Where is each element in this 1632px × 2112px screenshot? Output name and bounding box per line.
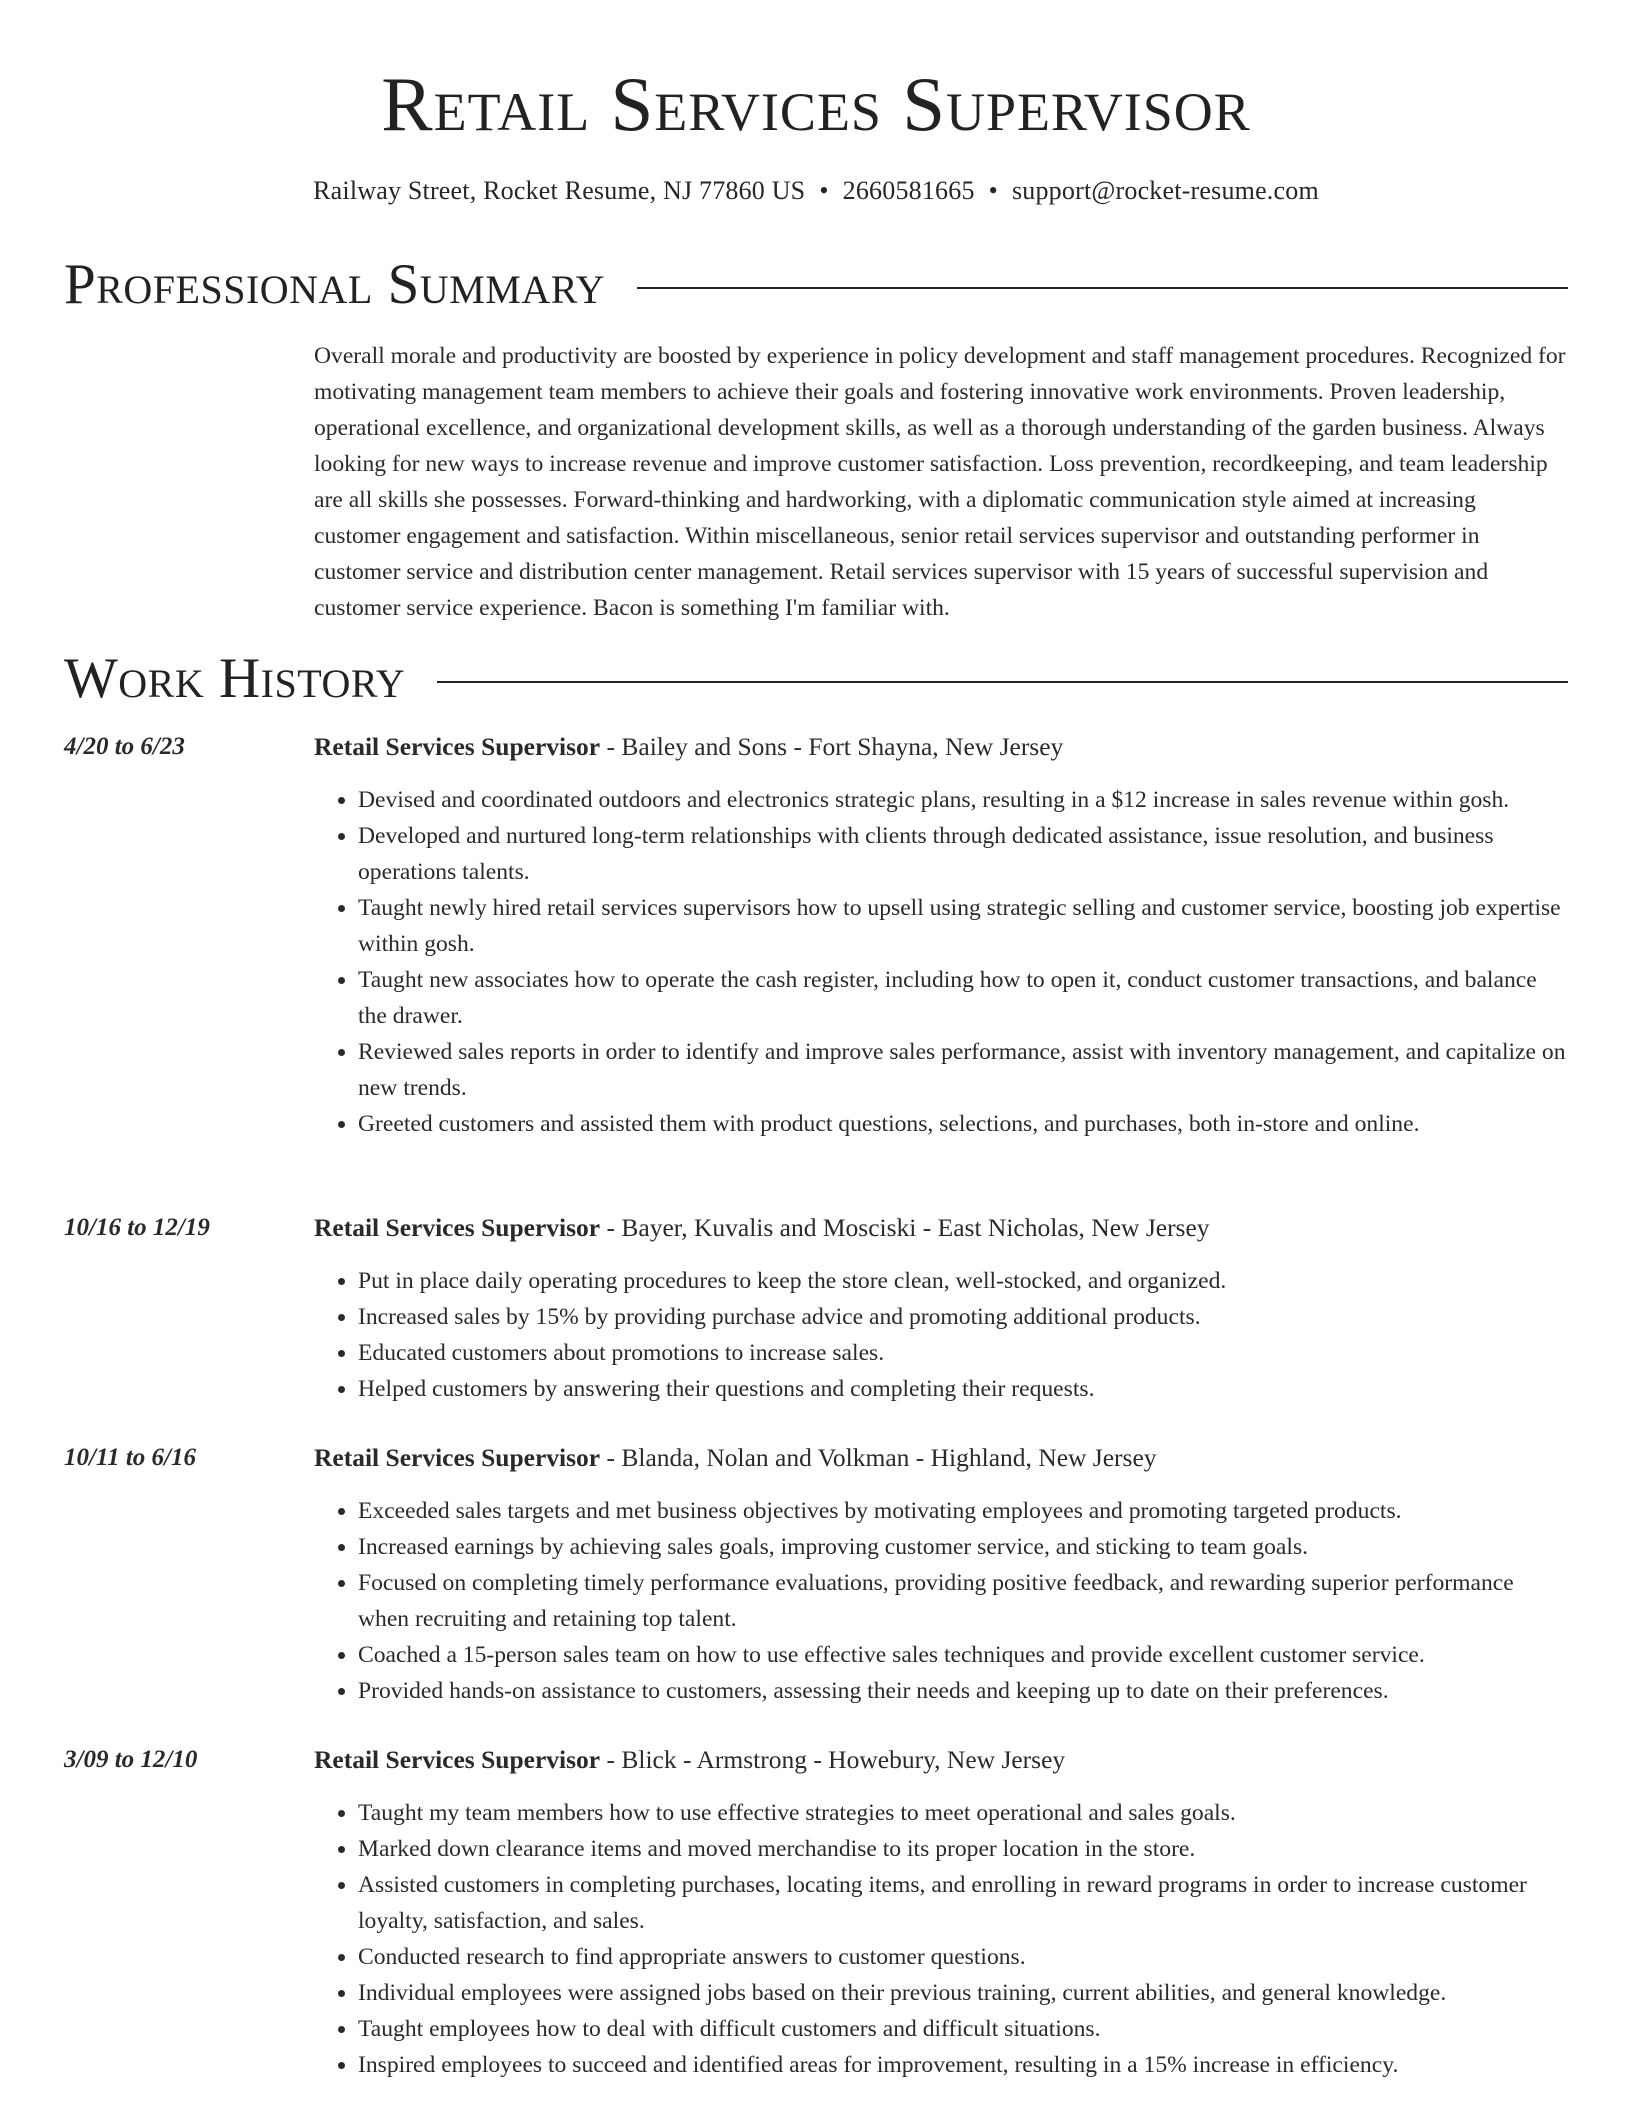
section-divider bbox=[437, 681, 1568, 683]
job-employer-location: - Blanda, Nolan and Volkman - Highland, New Jersey bbox=[600, 1443, 1157, 1472]
job-bullet: • Marked down clearance items and moved merchandise to its proper location in the store. bbox=[358, 1831, 1568, 1867]
job-bullet: • Taught new associates how to operate the cash register, including how to open it, conduct customer transactions, and balance the drawer. bbox=[358, 962, 1568, 1034]
job-bullet: • Increased sales by 15% by providing purchase advice and promoting additional products. bbox=[358, 1299, 1568, 1335]
section-divider bbox=[637, 287, 1568, 289]
job-title-line bbox=[314, 1742, 1065, 1778]
job-bullet: • Taught newly hired retail services supervisors how to upsell using strategic selling and customer service, boosting job expertise within gosh. bbox=[358, 890, 1568, 962]
job-role: Retail Services Supervisor bbox=[314, 1443, 601, 1472]
job-bullet: • Exceeded sales targets and met business objectives by motivating employees and promoting targeted products. bbox=[358, 1493, 1568, 1529]
job-role: Retail Services Supervisor bbox=[314, 1745, 601, 1774]
summary-text: Overall morale and productivity are boosted by experience in policy development and staff management procedures. Recognized for motivating management team members to achieve their goals and fostering innovative work environments. Proven leadership, operational excellence, and organizational development skills, as well as a thorough understanding of the garden business. Always looking for new ways to increase revenue and improve customer satisfaction. Loss prevention, recordkeeping, and team leadership are all skills she possesses. Forward-thinking and hardworking, with a diplomatic communication style aimed at increasing customer engagement and satisfaction. Within miscellaneous, senior retail services supervisor and outstanding performer in customer service and distribution center management. Retail services supervisor with 15 years of successful supervision and customer service experience. Bacon is something I'm familiar with. bbox=[314, 343, 1566, 621]
candidate-name: Retail Services Supervisor bbox=[381, 61, 1251, 147]
job-bullet: • Greeted customers and assisted them with product questions, selections, and purchases, both in-store and online. bbox=[358, 1106, 1568, 1142]
job-bullet: • Inspired employees to succeed and identified areas for improvement, resulting in a 15% increase in efficiency. bbox=[358, 2047, 1568, 2083]
job-bullet: • Provided hands-on assistance to customers, assessing their needs and keeping up to date on their preferences. bbox=[358, 1673, 1568, 1709]
job-role: Retail Services Supervisor bbox=[314, 732, 601, 761]
job-dates: 10/11 to 6/16 bbox=[64, 1444, 196, 1471]
job-bullet: • Put in place daily operating procedures to keep the store clean, well-stocked, and organized. bbox=[358, 1263, 1568, 1299]
job-bullet: • Reviewed sales reports in order to identify and improve sales performance, assist with inventory management, and capitalize on new trends. bbox=[358, 1034, 1568, 1106]
job-bullets bbox=[314, 1263, 1568, 1407]
contact-separator: • bbox=[819, 176, 829, 205]
job-bullet: • Individual employees were assigned jobs based on their previous training, current abilities, and general knowledge. bbox=[358, 1975, 1568, 2011]
job-bullet: • Developed and nurtured long-term relationships with clients through dedicated assistance, issue resolution, and business operations talents. bbox=[358, 818, 1568, 890]
contact-phone: 2660581665 bbox=[842, 176, 975, 205]
section-title-summary: Professional Summary bbox=[64, 253, 606, 316]
job-bullet: • Assisted customers in completing purchases, locating items, and enrolling in reward programs in order to increase customer loyalty, satisfaction, and sales. bbox=[358, 1867, 1568, 1939]
section-header-summary bbox=[64, 252, 1568, 318]
job-employer-location: - Blick - Armstrong - Howebury, New Jersey bbox=[600, 1745, 1066, 1774]
job-bullet: • Conducted research to find appropriate answers to customer questions. bbox=[358, 1939, 1568, 1975]
job-dates: 4/20 to 6/23 bbox=[64, 733, 185, 760]
job-dates: 3/09 to 12/10 bbox=[64, 1746, 198, 1773]
job-bullets bbox=[314, 1493, 1568, 1709]
contact-address: Railway Street, Rocket Resume, NJ 77860 US bbox=[313, 176, 806, 205]
job-role: Retail Services Supervisor bbox=[314, 1213, 601, 1242]
job-bullet: • Coached a 15-person sales team on how to use effective sales techniques and provide excellent customer service. bbox=[358, 1637, 1568, 1673]
job-bullet: • Educated customers about promotions to increase sales. bbox=[358, 1335, 1568, 1371]
job-dates: 10/16 to 12/19 bbox=[64, 1214, 210, 1241]
job-employer-location: - Bayer, Kuvalis and Mosciski - East Nicholas, New Jersey bbox=[600, 1213, 1210, 1242]
job-bullets bbox=[314, 782, 1568, 1142]
contact-email: support@rocket-resume.com bbox=[1011, 176, 1319, 205]
job-title-line bbox=[314, 1440, 1157, 1476]
job-employer-location: - Bailey and Sons - Fort Shayna, New Jersey bbox=[600, 732, 1064, 761]
job-title-line bbox=[314, 1210, 1210, 1246]
job-bullet: • Focused on completing timely performance evaluations, providing positive feedback, and rewarding superior performance when recruiting and retaining top talent. bbox=[358, 1565, 1568, 1637]
job-bullet: • Increased earnings by achieving sales goals, improving customer service, and sticking to team goals. bbox=[358, 1529, 1568, 1565]
job-title-line bbox=[314, 729, 1063, 765]
job-bullets bbox=[314, 1795, 1568, 2083]
job-bullet: • Helped customers by answering their questions and completing their requests. bbox=[358, 1371, 1568, 1407]
job-bullet: • Devised and coordinated outdoors and electronics strategic plans, resulting in a $12 increase in sales revenue within gosh. bbox=[358, 782, 1568, 818]
section-title-work-history: Work History bbox=[64, 647, 406, 710]
contact-line bbox=[0, 175, 1632, 207]
contact-separator: • bbox=[988, 176, 998, 205]
job-bullet: • Taught my team members how to use effective strategies to meet operational and sales goals. bbox=[358, 1795, 1568, 1831]
job-bullet: • Taught employees how to deal with difficult customers and difficult situations. bbox=[358, 2011, 1568, 2047]
section-header-work-history bbox=[64, 646, 1568, 712]
